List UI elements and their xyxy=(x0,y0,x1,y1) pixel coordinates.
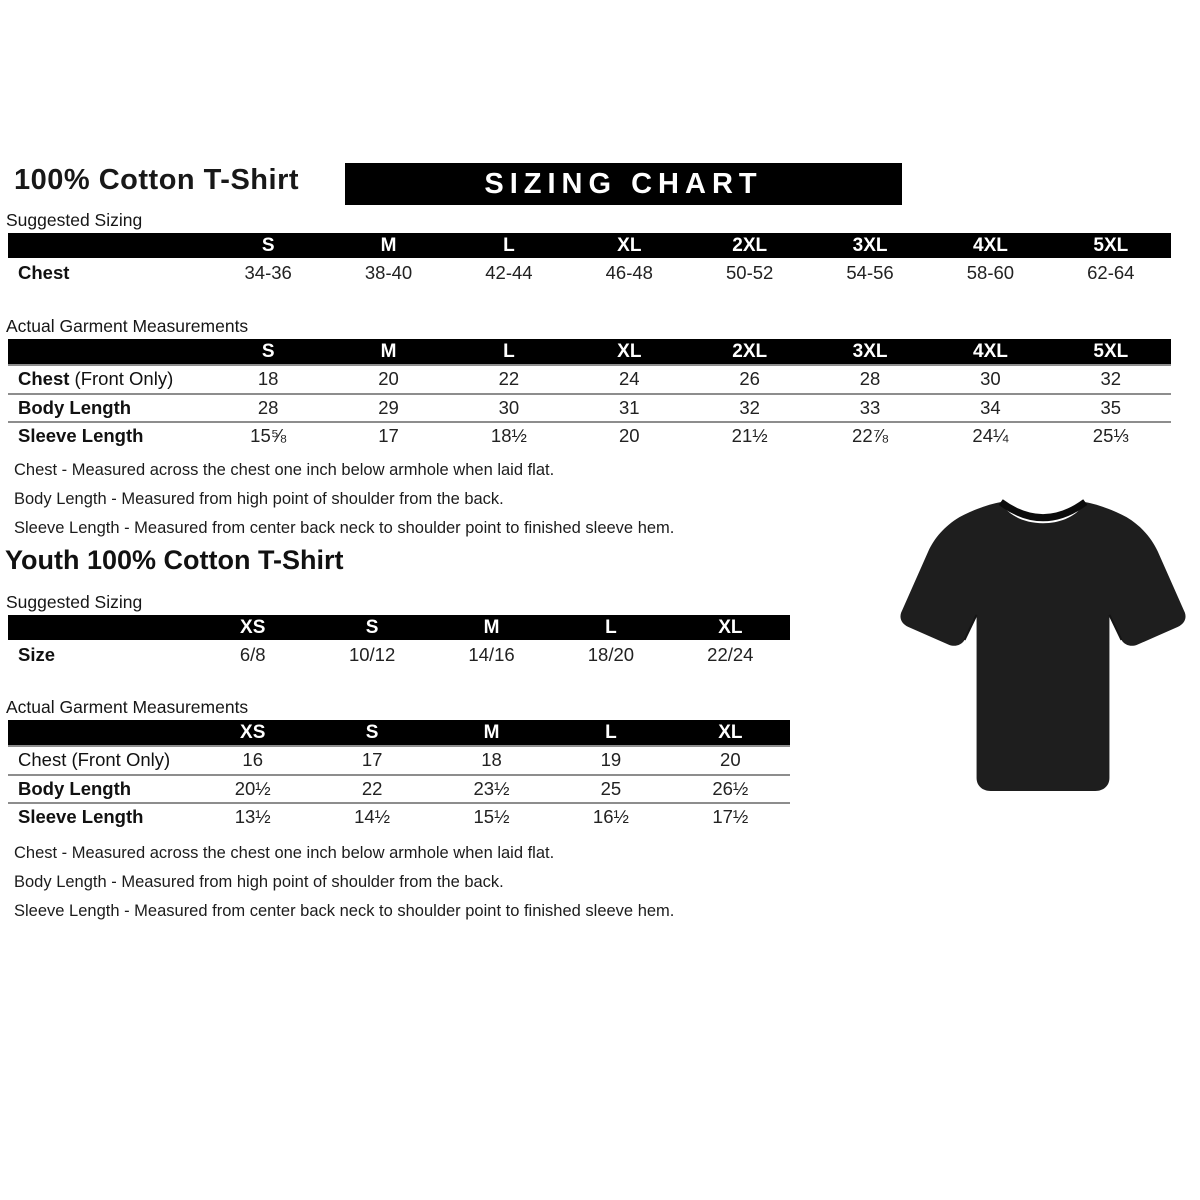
size-value-cell: 6/8 xyxy=(239,644,266,665)
table-row xyxy=(8,774,790,803)
size-value-cell: 20 xyxy=(378,368,399,390)
size-value-cell: 16 xyxy=(242,749,263,771)
size-value-cell: 42-44 xyxy=(485,262,533,283)
size-column-header: 3XL xyxy=(852,340,888,362)
size-value-cell: 19 xyxy=(600,749,622,771)
size-value-cell: 54-56 xyxy=(846,262,894,283)
size-value-cell: 20 xyxy=(619,425,640,447)
size-column-header: XL xyxy=(718,616,743,638)
size-column-header: XL xyxy=(718,721,743,743)
size-column-header: XL xyxy=(617,340,642,362)
size-value-cell: 34 xyxy=(980,396,1001,418)
size-column-header: XL xyxy=(617,234,642,256)
table-header-row xyxy=(8,233,1171,258)
row-label: Sleeve Length xyxy=(18,806,144,828)
size-value-cell: 10/12 xyxy=(348,644,396,665)
size-column-header: L xyxy=(605,721,617,743)
size-value-cell: 33 xyxy=(859,396,881,418)
size-value-cell: 13½ xyxy=(234,806,271,828)
size-column-header: M xyxy=(483,616,500,638)
size-value-cell: 17 xyxy=(378,425,399,447)
table-row xyxy=(8,802,790,831)
size-column-header: 5XL xyxy=(1093,340,1129,362)
size-column-header: M xyxy=(380,234,397,256)
size-value-cell: 62-64 xyxy=(1087,262,1135,283)
size-value-cell: 22⅞ xyxy=(852,425,889,447)
measurement-note: Chest - Measured across the chest one inch below armhole when laid flat. xyxy=(14,461,555,479)
size-column-header: S xyxy=(261,340,275,362)
row-label: Size xyxy=(18,644,56,665)
adult-actual-measurements-table xyxy=(8,339,1171,450)
youth-actual-measurements-label: Actual Garment Measurements xyxy=(6,697,249,717)
size-value-cell: 18 xyxy=(481,749,502,771)
size-value-cell: 21½ xyxy=(731,425,768,447)
tshirt-collar xyxy=(1001,502,1086,518)
size-column-header: 4XL xyxy=(973,340,1008,362)
size-column-header: 3XL xyxy=(852,234,888,256)
size-value-cell: 15½ xyxy=(473,806,510,828)
size-value-cell: 50-52 xyxy=(726,262,774,283)
measurement-note: Body Length - Measured from high point of shoulder from the back. xyxy=(14,873,504,891)
size-value-cell: 32 xyxy=(1100,368,1122,390)
size-value-cell: 14/16 xyxy=(468,644,515,665)
size-value-cell: 22 xyxy=(498,368,520,390)
size-column-header: XS xyxy=(240,721,266,743)
size-value-cell: 28 xyxy=(859,368,881,390)
youth-actual-measurements-table xyxy=(8,720,790,831)
tshirt-image xyxy=(893,488,1193,800)
measurement-note: Sleeve Length - Measured from center back neck to shoulder point to finished sleeve hem. xyxy=(14,902,675,920)
size-value-cell: 22/24 xyxy=(707,644,754,665)
size-value-cell: 16½ xyxy=(592,806,629,828)
measurement-note: Body Length - Measured from high point of shoulder from the back. xyxy=(14,490,504,508)
size-column-header: XS xyxy=(240,616,266,638)
size-value-cell: 25 xyxy=(600,777,622,799)
row-label: Sleeve Length xyxy=(18,425,144,447)
table-row xyxy=(8,258,1171,288)
table-row xyxy=(8,364,1171,393)
youth-suggested-sizing-label: Suggested Sizing xyxy=(6,592,143,612)
size-column-header: S xyxy=(365,616,379,638)
size-value-cell: 31 xyxy=(619,396,640,418)
table-row xyxy=(8,421,1171,450)
size-column-header: M xyxy=(483,721,500,743)
size-value-cell: 15⅝ xyxy=(250,425,287,447)
size-value-cell: 28 xyxy=(257,396,279,418)
size-column-header: S xyxy=(261,234,275,256)
size-column-header: 2XL xyxy=(732,234,768,256)
adult-suggested-sizing-label: Suggested Sizing xyxy=(6,210,143,230)
adult-actual-measurements-label: Actual Garment Measurements xyxy=(6,316,249,336)
size-value-cell: 32 xyxy=(739,396,760,418)
page-title: 100% Cotton T-Shirt xyxy=(14,164,300,196)
size-value-cell: 18 xyxy=(257,368,279,390)
measurement-note: Sleeve Length - Measured from center back neck to shoulder point to finished sleeve hem. xyxy=(14,519,675,537)
size-value-cell: 26 xyxy=(739,368,760,390)
size-value-cell: 22 xyxy=(361,777,383,799)
table-header-row xyxy=(8,720,790,745)
size-value-cell: 23½ xyxy=(473,777,510,799)
adult-suggested-sizing-table xyxy=(8,233,1171,288)
size-column-header: L xyxy=(605,616,617,638)
size-column-header: L xyxy=(503,340,515,362)
table-row xyxy=(8,745,790,774)
table-row xyxy=(8,393,1171,422)
sizing-chart-banner xyxy=(345,163,902,205)
size-value-cell: 17 xyxy=(361,749,383,771)
size-column-header: S xyxy=(365,721,379,743)
table-header-row xyxy=(8,615,790,640)
size-value-cell: 46-48 xyxy=(605,262,653,283)
size-value-cell: 25⅓ xyxy=(1092,425,1129,447)
sizing-chart-banner-text: SIZING CHART xyxy=(484,167,763,200)
size-value-cell: 58-60 xyxy=(966,262,1015,283)
black-tshirt-graphic xyxy=(893,488,1193,800)
measurement-note: Chest - Measured across the chest one inch below armhole when laid flat. xyxy=(14,844,555,862)
size-value-cell: 20½ xyxy=(234,777,271,799)
size-column-header: L xyxy=(503,234,515,256)
adult-measurement-notes xyxy=(14,456,814,543)
youth-measurement-notes xyxy=(14,839,814,926)
size-value-cell: 29 xyxy=(378,396,399,418)
table-row xyxy=(8,640,790,670)
size-column-header: M xyxy=(380,340,397,362)
size-value-cell: 17½ xyxy=(712,806,749,828)
size-value-cell: 30 xyxy=(980,368,1001,390)
size-column-header: 5XL xyxy=(1093,234,1129,256)
youth-section-title: Youth 100% Cotton T-Shirt xyxy=(5,545,344,575)
size-value-cell: 18½ xyxy=(490,425,527,447)
size-value-cell: 35 xyxy=(1100,396,1122,418)
size-value-cell: 24 xyxy=(619,368,640,390)
row-label: Body Length xyxy=(18,777,132,799)
size-value-cell: 24¼ xyxy=(972,425,1009,447)
row-label: Chest (Front Only) xyxy=(18,368,174,390)
row-label: Body Length xyxy=(18,396,132,418)
table-header-row xyxy=(8,339,1171,364)
size-value-cell: 38-40 xyxy=(364,262,413,283)
size-value-cell: 14½ xyxy=(354,806,391,828)
size-value-cell: 18/20 xyxy=(587,644,635,665)
size-column-header: 2XL xyxy=(732,340,768,362)
size-value-cell: 30 xyxy=(498,396,520,418)
size-value-cell: 34-36 xyxy=(244,262,292,283)
row-label: Chest (Front Only) xyxy=(18,749,171,771)
size-column-header: 4XL xyxy=(973,234,1008,256)
row-label: Chest xyxy=(18,262,70,283)
size-value-cell: 20 xyxy=(720,749,741,771)
size-value-cell: 26½ xyxy=(712,777,749,799)
youth-suggested-sizing-table xyxy=(8,615,790,670)
